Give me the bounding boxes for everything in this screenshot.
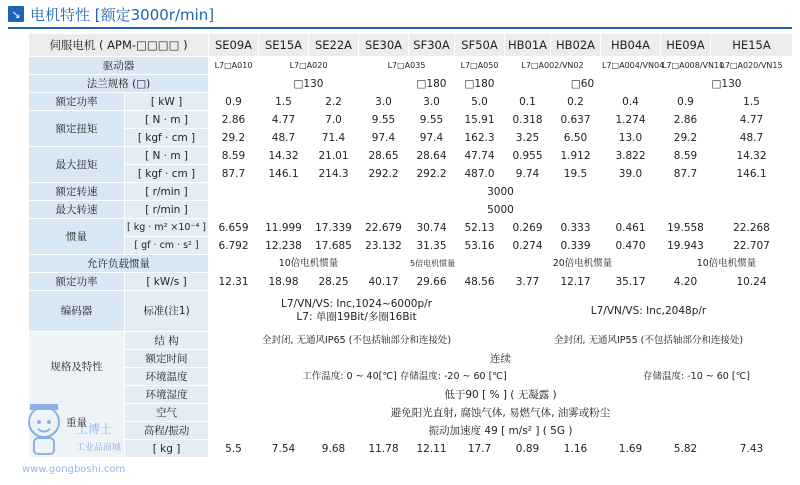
value-cell: 3.0 (409, 93, 455, 111)
row-label: 规格及特性 重量 (29, 332, 125, 458)
value-cell: 0.318 (505, 111, 551, 129)
value-cell: 17.7 (455, 440, 505, 458)
value-cell: 0.4 (601, 93, 661, 111)
table-row (29, 273, 793, 291)
model-cell: HE15A (711, 34, 793, 57)
value-cell: 3.0 (359, 93, 409, 111)
value-cell: 0.955 (505, 147, 551, 165)
value-cell: 3.25 (505, 129, 551, 147)
value-cell: 87.7 (661, 165, 711, 183)
unit-cell: 额定时间 (125, 350, 209, 368)
value-cell: □130 (661, 75, 793, 93)
table-row (29, 219, 793, 237)
unit-cell: [ kW ] (125, 93, 209, 111)
value-cell: 15.91 (455, 111, 505, 129)
value-cell: 19.5 (551, 165, 601, 183)
value-cell: 48.7 (259, 129, 309, 147)
value-cell: 0.9 (209, 93, 259, 111)
value-cell: 2.86 (661, 111, 711, 129)
table-row (29, 147, 793, 165)
motor-spec-table (28, 33, 793, 458)
value-cell: 20倍电机惯量 (505, 255, 661, 273)
arrow-icon: ↘ (8, 6, 24, 22)
value-cell: L7□A002/VN02 (505, 57, 601, 75)
unit-cell: 高程/振动 (125, 422, 209, 440)
table-row (29, 332, 793, 350)
value-cell: 0.637 (551, 111, 601, 129)
value-cell: 40.17 (359, 273, 409, 291)
value-cell: 11.999 (259, 219, 309, 237)
value-cell: 1.274 (601, 111, 661, 129)
value-cell: 487.0 (455, 165, 505, 183)
value-cell: 35.17 (601, 273, 661, 291)
header-label: 伺服电机 ( APM-□□□□ ) (29, 34, 209, 57)
value-cell: 22.679 (359, 219, 409, 237)
value-cell: L7□A050 (455, 57, 505, 75)
value-cell: 12.17 (551, 273, 601, 291)
value-cell: 3.822 (601, 147, 661, 165)
value-cell: 1.69 (601, 440, 661, 458)
value-cell: 6.792 (209, 237, 259, 255)
value-cell: 28.64 (409, 147, 455, 165)
value-cell: 214.3 (309, 165, 359, 183)
table-row (29, 129, 793, 147)
model-cell: SE09A (209, 34, 259, 57)
value-cell: L7□A010 (209, 57, 259, 75)
value-cell: □60 (505, 75, 661, 93)
value-cell: 0.9 (661, 93, 711, 111)
value-cell: 4.20 (661, 273, 711, 291)
row-label: 编码器 (29, 291, 125, 332)
value-cell: 19.943 (661, 237, 711, 255)
value-cell: 53.16 (455, 237, 505, 255)
page-title-text: 电机特性 [额定3000r/min] (30, 5, 215, 24)
table-row (29, 422, 793, 440)
value-cell: 4.77 (711, 111, 793, 129)
value-cell: 1.16 (551, 440, 601, 458)
table-row (29, 57, 793, 75)
value-cell: 2.86 (209, 111, 259, 129)
value-cell: 87.7 (209, 165, 259, 183)
unit-cell: [ kgf · cm ] (125, 129, 209, 147)
row-label: 惯量 (29, 219, 125, 255)
table-row (29, 183, 793, 201)
page-title (8, 3, 214, 25)
value-cell: 292.2 (359, 165, 409, 183)
watermark-brand: 工博士 (76, 422, 113, 436)
weight-label: 重量 (66, 416, 87, 429)
value-cell: 29.2 (661, 129, 711, 147)
value-cell: 52.13 (455, 219, 505, 237)
table-row (29, 255, 793, 273)
unit-cell: 环境湿度 (125, 386, 209, 404)
value-cell: 97.4 (409, 129, 455, 147)
table-row (29, 93, 793, 111)
value-cell: 8.59 (209, 147, 259, 165)
value-cell: 9.68 (309, 440, 359, 458)
value-cell: 1.5 (259, 93, 309, 111)
value-cell: 22.707 (711, 237, 793, 255)
value-cell: L7□A020 (259, 57, 359, 75)
encoder-left-cell (209, 291, 505, 332)
value-cell: 6.50 (551, 129, 601, 147)
watermark-sub: 工业品商城 (76, 443, 122, 453)
unit-cell: [ r/min ] (125, 183, 209, 201)
model-cell: HB01A (505, 34, 551, 57)
value-cell: 9.55 (409, 111, 455, 129)
unit-cell: [ kgf · cm ] (125, 165, 209, 183)
model-cell: SE30A (359, 34, 409, 57)
value-cell: 13.0 (601, 129, 661, 147)
value-cell: 0.1 (505, 93, 551, 111)
value-cell: 12.11 (409, 440, 455, 458)
value-cell: 71.4 (309, 129, 359, 147)
value-cell: 低于90 [ % ] ( 无凝露 ) (209, 386, 793, 404)
table-row (29, 386, 793, 404)
value-cell: 0.339 (551, 237, 601, 255)
encoder-left-line1: L7/VN/VS: Inc,1024~6000p/r (281, 298, 432, 310)
value-cell: 14.32 (259, 147, 309, 165)
value-cell: L7□A020/VN15 (711, 57, 793, 75)
table-row (29, 111, 793, 129)
value-cell: 17.685 (309, 237, 359, 255)
value-cell: 31.35 (409, 237, 455, 255)
value-cell: 1.5 (711, 93, 793, 111)
title-rule (8, 27, 792, 29)
value-cell: 5000 (209, 201, 793, 219)
value-cell: 10倍电机惯量 (209, 255, 409, 273)
value-cell: 29.66 (409, 273, 455, 291)
unit-cell: 空气 (125, 404, 209, 422)
value-cell: 28.65 (359, 147, 409, 165)
value-cell: 7.54 (259, 440, 309, 458)
value-cell: 292.2 (409, 165, 455, 183)
value-cell: 146.1 (259, 165, 309, 183)
value-cell: 18.98 (259, 273, 309, 291)
table-row (29, 237, 793, 255)
value-cell: 146.1 (711, 165, 793, 183)
unit-cell: 环境温度 (125, 368, 209, 386)
model-cell: SF30A (409, 34, 455, 57)
value-cell: 48.7 (711, 129, 793, 147)
value-cell: 0.269 (505, 219, 551, 237)
value-cell: 48.56 (455, 273, 505, 291)
value-cell: 1.912 (551, 147, 601, 165)
value-cell: 97.4 (359, 129, 409, 147)
value-cell: 12.31 (209, 273, 259, 291)
value-cell: 连续 (209, 350, 793, 368)
model-cell: HE09A (661, 34, 711, 57)
value-cell: 30.74 (409, 219, 455, 237)
value-cell: 29.2 (209, 129, 259, 147)
unit-cell: [ kW/s ] (125, 273, 209, 291)
table-row (29, 368, 793, 386)
value-cell: 3.77 (505, 273, 551, 291)
table-header-row (29, 34, 793, 57)
row-label: 允许负载惯量 (29, 255, 209, 273)
value-cell: 2.2 (309, 93, 359, 111)
value-cell: 17.339 (309, 219, 359, 237)
value-cell: 22.268 (711, 219, 793, 237)
row-label: 最大转速 (29, 201, 125, 219)
value-cell: 避免阳光直射, 腐蚀气体, 易燃气体, 油雾或粉尘 (209, 404, 793, 422)
value-cell: L7□A035 (359, 57, 455, 75)
value-cell: 9.74 (505, 165, 551, 183)
unit-cell: [ gf · cm · s² ] (125, 237, 209, 255)
row-label: 最大扭矩 (29, 147, 125, 183)
value-cell: 5.5 (209, 440, 259, 458)
table-row (29, 404, 793, 422)
value-cell: 5.0 (455, 93, 505, 111)
value-cell: 14.32 (711, 147, 793, 165)
value-cell: 振动加速度 49 [ m/s² ] ( 5G ) (209, 422, 793, 440)
unit-cell: [ kg ] (125, 440, 209, 458)
unit-cell: [ N · m ] (125, 111, 209, 129)
value-cell: 5倍电机惯量 (409, 255, 455, 273)
value-cell: 0.470 (601, 237, 661, 255)
model-cell: SE22A (309, 34, 359, 57)
value-cell: 存储温度: -10 ~ 60 [℃] (601, 368, 793, 386)
unit-cell: [ r/min ] (125, 201, 209, 219)
model-cell: HB04A (601, 34, 661, 57)
value-cell: 0.333 (551, 219, 601, 237)
encoder-left-line2: L7: 单圈19Bit/多圈16Bit (296, 311, 417, 323)
row-label: 额定功率 (29, 273, 125, 291)
value-cell: 21.01 (309, 147, 359, 165)
value-cell: 9.55 (359, 111, 409, 129)
encoder-right-cell: L7/VN/VS: Inc,2048p/r (505, 291, 793, 332)
value-cell: 6.659 (209, 219, 259, 237)
value-cell: 5.82 (661, 440, 711, 458)
value-cell: 11.78 (359, 440, 409, 458)
value-cell (455, 255, 505, 273)
table-row (29, 165, 793, 183)
row-label: 额定扭矩 (29, 111, 125, 147)
value-cell: 10.24 (711, 273, 793, 291)
value-cell: 3000 (209, 183, 793, 201)
value-cell: 0.89 (505, 440, 551, 458)
value-cell: 全封闭, 无通风IP55 (不包括轴部分和连接处) (505, 332, 793, 350)
model-cell: HB02A (551, 34, 601, 57)
unit-cell: [ kg · m² ×10⁻⁴ ] (125, 219, 209, 237)
value-cell: 0.461 (601, 219, 661, 237)
value-cell: 47.74 (455, 147, 505, 165)
unit-cell: 标准(注1) (125, 291, 209, 332)
watermark-url: www.gongboshi.com (22, 464, 126, 475)
model-cell: SF50A (455, 34, 505, 57)
value-cell: L7□A008/VN10 (661, 57, 711, 75)
value-cell: 全封闭, 无通风IP65 (不包括轴部分和连接处) (209, 332, 505, 350)
value-cell: □130 (209, 75, 409, 93)
value-cell: 12.238 (259, 237, 309, 255)
value-cell: L7□A004/VN04 (601, 57, 661, 75)
table-row (29, 440, 793, 458)
value-cell: 23.132 (359, 237, 409, 255)
value-cell: 工作温度: 0 ~ 40[℃] 存储温度: -20 ~ 60 [℃] (209, 368, 601, 386)
table-row (29, 350, 793, 368)
value-cell: 162.3 (455, 129, 505, 147)
row-label: 法兰规格 (□) (29, 75, 209, 93)
value-cell: 39.0 (601, 165, 661, 183)
row-label: 额定转速 (29, 183, 125, 201)
value-cell: 0.274 (505, 237, 551, 255)
table-row (29, 201, 793, 219)
value-cell: 4.77 (259, 111, 309, 129)
model-cell: SE15A (259, 34, 309, 57)
unit-cell: [ N · m ] (125, 147, 209, 165)
unit-cell: 结 构 (125, 332, 209, 350)
value-cell: 10倍电机惯量 (661, 255, 793, 273)
value-cell: 8.59 (661, 147, 711, 165)
value-cell: □180 (409, 75, 455, 93)
value-cell: 28.25 (309, 273, 359, 291)
table-row (29, 291, 793, 332)
value-cell: 7.0 (309, 111, 359, 129)
value-cell: 7.43 (711, 440, 793, 458)
value-cell: □180 (455, 75, 505, 93)
row-label: 额定功率 (29, 93, 125, 111)
value-cell: 19.558 (661, 219, 711, 237)
table-row (29, 75, 793, 93)
value-cell: 0.2 (551, 93, 601, 111)
row-label: 驱动器 (29, 57, 209, 75)
